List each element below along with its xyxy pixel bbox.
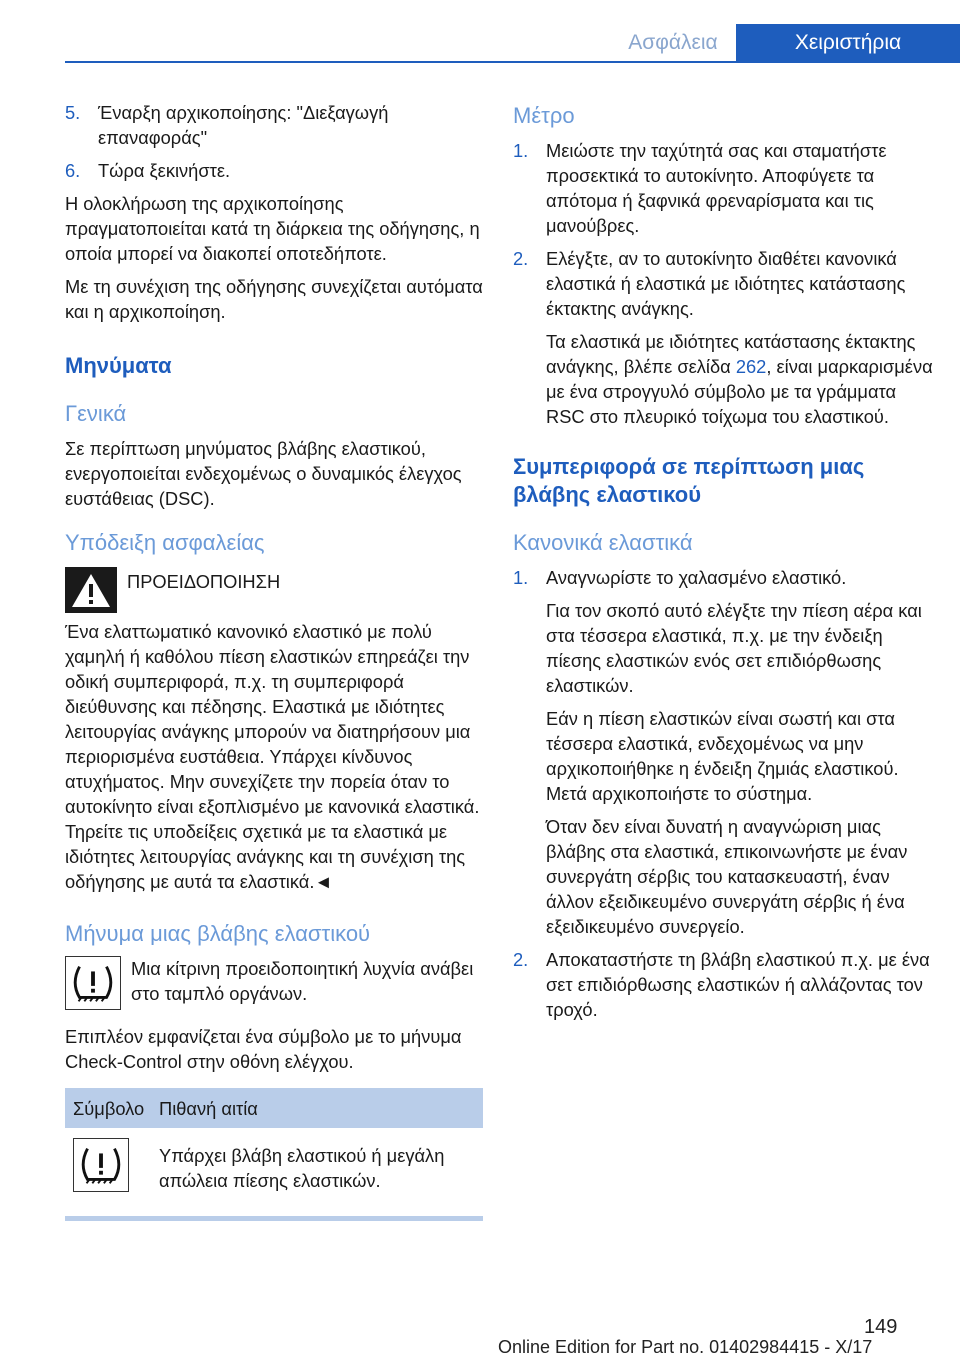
warning-label: ΠΡΟΕΙΔΟΠΟΙΗΣΗ: [127, 571, 281, 592]
step-number: 2.: [513, 248, 529, 269]
step-number: 1.: [513, 567, 529, 588]
step-number: 5.: [65, 102, 81, 123]
warning-text: Ένα ελαττωματικό κανονικό ελαστικό με πολύ χαμηλή ή καθόλου πίεση ελαστικών επηρεάζει την οδική συμπεριφορά, π.χ. τη συμπεριφορά διεύθυνσης και πέδησης. Ελαστικά με ιδιότητες λειτουργίας ανάγκης μπορούν να διατηρήσουν μια περιορισμένα ευστάθεια. Υπάρχει κίνδυνος ατυχήματος. Μην συνεχίζετε την πορεία όταν το αυτοκίνητο είναι εξοπλισμένο με κανονικά ελαστικά. Τηρείτε τις υποδείξεις σχετικά με τα ελαστικά με ιδιότητες λειτουργίας ανάγκης και τη συνέχιση της οδήγησης με αυτά τα ελαστικά.◄: [65, 621, 480, 892]
header-rule: [65, 61, 960, 63]
section-heading-behavior: Συμπεριφορά σε περίπτωση μιας βλάβης ελαστικού: [513, 454, 865, 507]
step-note: Όταν δεν είναι δυνατή η αναγνώριση μιας βλάβης στα ελαστικά, επικοινωνήστε με έναν συνεργάτη σέρβις του κατασκευαστή, έναν άλλον εξειδικευμένο συνεργάτη σέρβις ή ένα εξειδικευμένο συνεργείο.: [546, 816, 908, 937]
step-note: [546, 329, 933, 429]
page-header: [0, 0, 960, 62]
step-note: Εάν η πίεση ελαστικών είναι σωστή και στα τέσσερα ελαστικά, ενδεχομένως να μην αρχικοποιήθηκε η ένδειξη ζημιάς ελαστικού. Μετά αρχικοποιήστε το σύστημα.: [546, 708, 899, 804]
warning-block: [65, 567, 483, 613]
column-header: Πιθανή αιτία: [151, 1088, 483, 1128]
step-item: [513, 565, 933, 590]
step-text: Τώρα ξεκινήστε.: [98, 160, 231, 181]
step-item: [513, 246, 933, 321]
subheading-safety-note: Υπόδειξη ασφαλείας: [65, 530, 265, 555]
step-note: Για τον σκοπό αυτό ελέγξτε την πίεση αέρα και στα τέσσερα ελαστικά, π.χ. με την ένδειξη πίεσης ελαστικών ενός σετ επιδιόρθωσης ελαστικών.: [546, 600, 922, 696]
table-cell-cause: Υπάρχει βλάβη ελαστικού ή μεγάλη απώλεια πίεσης ελαστικών.: [159, 1145, 445, 1191]
step-item: [65, 158, 483, 183]
warning-triangle-icon: [65, 567, 117, 613]
page-reference-link[interactable]: 262: [735, 356, 767, 377]
page-number: 149: [864, 1316, 898, 1338]
paragraph: Η ολοκλήρωση της αρχικοποίησης πραγματοποιείται κατά τη διάρκεια της οδήγησης, η οποία μπορεί να διακοπεί οποτεδήποτε.: [65, 193, 480, 264]
lamp-block: [65, 956, 483, 1010]
step-text: Ελέγξτε, αν το αυτοκίνητο διαθέτει κανονικά ελαστικά ή ελαστικά με ιδιότητες κατάστασης έκτακτης ανάγκης.: [546, 248, 906, 319]
tire-pressure-warning-icon: [73, 1138, 129, 1192]
subheading-measures: Μέτρο: [513, 103, 575, 128]
table-bottom-rule: [65, 1216, 483, 1221]
paragraph: Επιπλέον εμφανίζεται ένα σύμβολο με το μήνυμα Check-Control στην οθόνη ελέγχου.: [65, 1026, 462, 1072]
step-text: Αναγνωρίστε το χαλασμένο ελαστικό.: [546, 567, 847, 588]
right-column: [513, 100, 933, 1030]
note-text: , είναι μαρκαρισμένα με ένα στρογγυλό σύμβολο με τα γράμματα RSC στο πλευρικό τοίχωμα του ελαστικού.: [546, 356, 933, 427]
tab-controls[interactable]: Χειριστήρια: [736, 24, 960, 62]
edition-footer: Online Edition for Part no. 01402984415 - X/17: [498, 1337, 873, 1357]
symbol-table: [65, 1088, 483, 1208]
tab-safety[interactable]: Ασφάλεια: [628, 31, 718, 54]
step-text: Αποκαταστήστε τη βλάβη ελαστικού π.χ. με ένα σετ επιδιόρθωσης ελαστικών ή αλλάζοντας τον τροχό.: [546, 949, 930, 1020]
subheading-general: Γενικά: [65, 401, 127, 426]
column-header: Σύμβολο: [65, 1088, 151, 1128]
table-cell-symbol: [65, 1128, 151, 1208]
table-header-row: [65, 1088, 483, 1128]
step-text: Μειώστε την ταχύτητά σας και σταματήστε προσεκτικά το αυτοκίνητο. Αποφύγετε τα απότομα ή ξαφνικά φρεναρίσματα και τις μανούβρες.: [546, 140, 887, 236]
step-number: 6.: [65, 160, 81, 181]
step-number: 1.: [513, 140, 529, 161]
step-item: [513, 947, 933, 1022]
step-text: Έναρξη αρχικοποίησης: "Διεξαγωγή επαναφοράς": [98, 102, 389, 148]
step-number: 2.: [513, 949, 529, 970]
step-item: [513, 138, 933, 238]
paragraph: Με τη συνέχιση της οδήγησης συνεχίζεται αυτόματα και η αρχικοποίηση.: [65, 276, 483, 322]
section-heading-messages: Μηνύματα: [65, 353, 172, 378]
table-row: [65, 1128, 483, 1208]
step-item: [65, 100, 483, 150]
paragraph: Σε περίπτωση μηνύματος βλάβης ελαστικού, ενεργοποιείται ενδεχομένως ο δυναμικός έλεγχος ευστάθειας (DSC).: [65, 438, 462, 509]
subheading-normal-tires: Κανονικά ελαστικά: [513, 530, 693, 555]
left-column: [65, 100, 483, 1221]
note-text: Τα ελαστικά με ιδιότητες κατάστασης έκτακτης ανάγκης, βλέπε σελίδα: [546, 331, 916, 377]
subheading-tire-message: Μήνυμα μιας βλάβης ελαστικού: [65, 921, 371, 946]
tire-pressure-warning-icon: [65, 956, 121, 1010]
lamp-text: Μια κίτρινη προειδοποιητική λυχνία ανάβει στο ταμπλό οργάνων.: [131, 958, 474, 1004]
